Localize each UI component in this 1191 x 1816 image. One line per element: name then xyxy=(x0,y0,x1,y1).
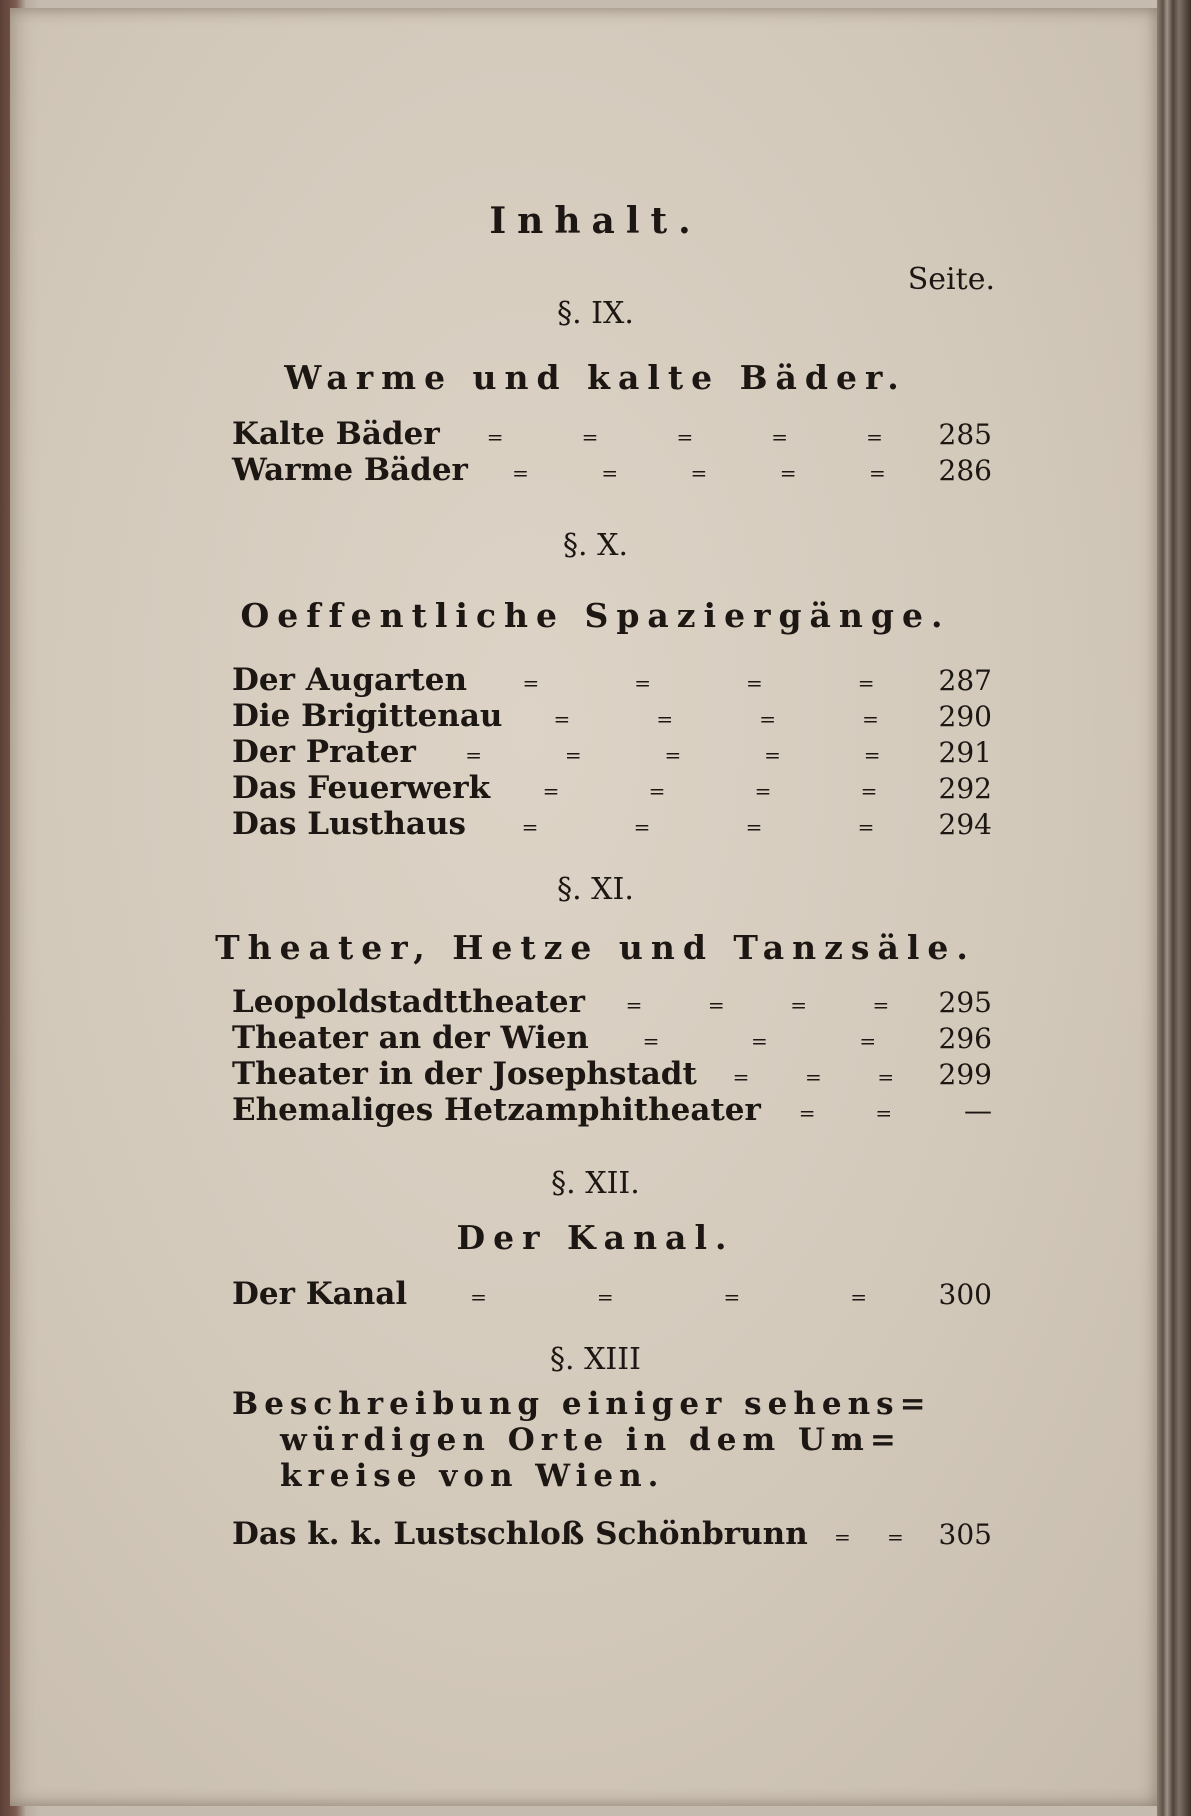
entry-label: Die Brigittenau xyxy=(232,698,503,734)
section-title: Oeffentliche Spaziergänge. xyxy=(240,596,951,635)
leader-dots: = = = = xyxy=(522,671,875,695)
section-title: Theater, Hetze und Tanzsäle. xyxy=(215,928,976,967)
section-title-line: kreise von Wien. xyxy=(280,1458,665,1494)
toc-entry xyxy=(232,984,992,1020)
section-title-line: Beschreibung einiger sehens= xyxy=(232,1386,932,1422)
section-number: §. XIII xyxy=(550,1342,641,1377)
section-title xyxy=(232,1386,992,1494)
leader-dots: = = = = = xyxy=(465,743,881,767)
toc-entry xyxy=(232,770,992,806)
entry-page-number: 300 xyxy=(938,1278,992,1311)
entry-label: Das k. k. Lustschloß Schönbrunn xyxy=(232,1516,808,1552)
leader-dots: = = = xyxy=(732,1065,895,1089)
entry-label: Theater in der Josephstadt xyxy=(232,1056,697,1092)
entry-page-number: 285 xyxy=(938,418,992,451)
entry-label: Der Augarten xyxy=(232,662,467,698)
section-number: §. XII. xyxy=(551,1166,640,1201)
book-page-edge xyxy=(1157,0,1191,1816)
entry-page-number: 295 xyxy=(938,986,992,1019)
toc-entry xyxy=(232,662,992,698)
section-number: §. XI. xyxy=(557,872,634,907)
entry-page-number: 296 xyxy=(938,1022,992,1055)
toc-entry xyxy=(232,698,992,734)
entry-page-number: 299 xyxy=(938,1058,992,1091)
entry-page-number: — xyxy=(964,1094,992,1127)
section-title: Warme und kalte Bäder. xyxy=(284,358,907,397)
toc-entry xyxy=(232,1020,992,1056)
entry-label: Der Kanal xyxy=(232,1276,408,1312)
entry-page-number: 294 xyxy=(938,808,992,841)
leader-dots: = = = xyxy=(642,1029,877,1053)
entry-label: Warme Bäder xyxy=(232,452,468,488)
page-title: Inhalt. xyxy=(489,200,702,242)
section-number: §. X. xyxy=(563,528,628,563)
toc-entry xyxy=(232,806,992,842)
leader-dots: = = = = xyxy=(542,779,878,803)
entry-label: Kalte Bäder xyxy=(232,416,440,452)
entry-label: Der Prater xyxy=(232,734,416,770)
entry-page-number: 286 xyxy=(938,454,992,487)
entry-label: Theater an der Wien xyxy=(232,1020,589,1056)
entry-page-number: 305 xyxy=(938,1518,992,1551)
leader-dots: = = = = xyxy=(625,993,890,1017)
column-header-page: Seite. xyxy=(907,262,995,297)
entry-page-number: 292 xyxy=(938,772,992,805)
leader-dots: = = = = xyxy=(553,707,879,731)
leader-dots: = = xyxy=(833,1525,904,1549)
section-number: §. IX. xyxy=(557,296,634,331)
toc-entry xyxy=(232,416,992,452)
toc-entry xyxy=(232,1092,992,1128)
leader-dots: = = = = xyxy=(470,1285,868,1309)
toc-entry xyxy=(232,1276,992,1312)
toc-entry xyxy=(232,1516,992,1552)
entry-label: Das Lusthaus xyxy=(232,806,466,842)
entry-label: Leopoldstadttheater xyxy=(232,984,585,1020)
leader-dots: = = = = = xyxy=(512,461,886,485)
section-title-line: würdigen Orte in dem Um= xyxy=(280,1422,902,1458)
toc-entry xyxy=(232,1056,992,1092)
leader-dots: = = = = = xyxy=(486,425,883,449)
toc-entry xyxy=(232,452,992,488)
toc-entry xyxy=(232,734,992,770)
entry-page-number: 287 xyxy=(938,664,992,697)
entry-label: Das Feuerwerk xyxy=(232,770,491,806)
section-title: Der Kanal. xyxy=(456,1218,735,1257)
leader-dots: = = = = xyxy=(521,815,875,839)
entry-label: Ehemaliges Hetzamphitheater xyxy=(232,1092,761,1128)
entry-page-number: 290 xyxy=(938,700,992,733)
leader-dots: = = xyxy=(798,1101,893,1125)
entry-page-number: 291 xyxy=(938,736,992,769)
